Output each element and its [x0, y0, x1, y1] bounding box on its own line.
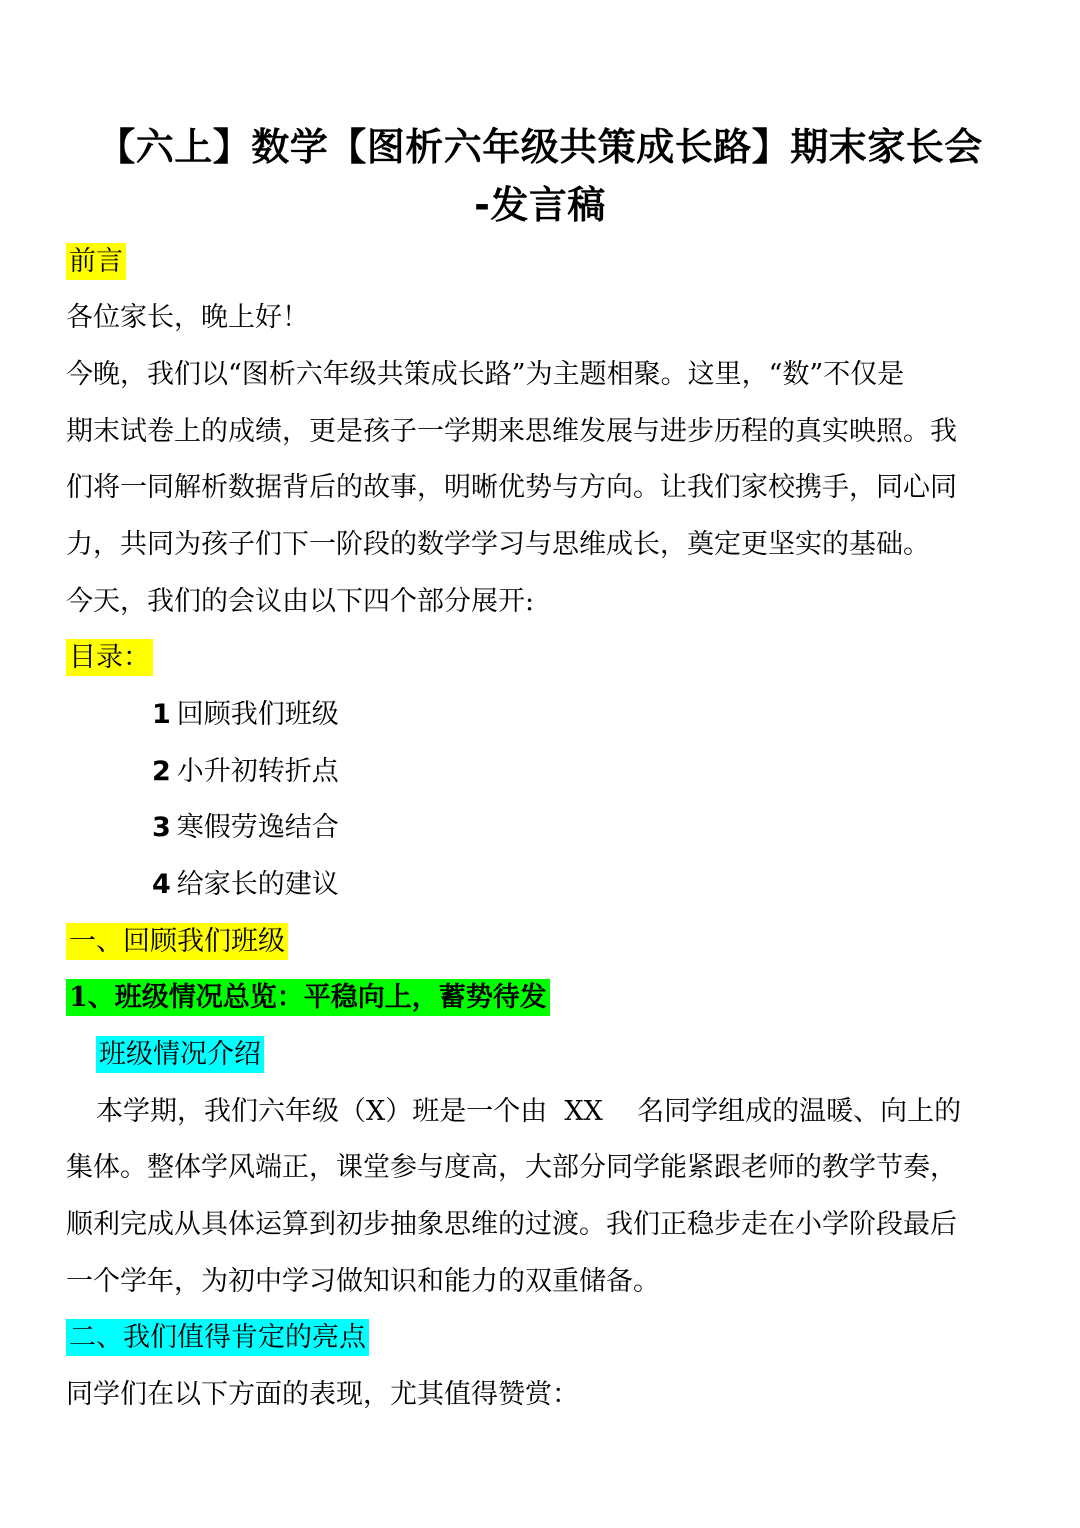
class-intro-label: 班级情况介绍: [96, 1035, 264, 1075]
toc-item: 1 回顾我们班级: [152, 699, 339, 730]
title-line-1: 【六上】数学【图析六年级共策成长路】期末家长会: [97, 125, 983, 169]
title-line-2: -发言稿: [474, 183, 606, 227]
greeting: 各位家长，晚上好！: [66, 302, 309, 333]
preface-line: 今晚，我们以“图析六年级共策成长路”为主题相聚。这里，“数”不仅是: [66, 359, 905, 390]
section-2-heading: 二、我们值得肯定的亮点: [66, 1318, 369, 1358]
toc-item: 3 寒假劳逸结合: [152, 812, 339, 843]
preface-line: 今天，我们的会议由以下四个部分展开:: [66, 586, 535, 617]
document-title: [66, 118, 1014, 234]
preface-line: 们将一同解析数据背后的故事，明晰优势与方向。让我们家校携手，同心同: [66, 472, 957, 503]
section-1-line: 集体。整体学风端正，课堂参与度高，大部分同学能紧跟老师的教学节奏，: [66, 1152, 957, 1183]
section-1-line: 本学期，我们六年级（X）班是一个由 XX 名同学组成的温暖、向上的: [96, 1096, 962, 1127]
toc-item: 2 小升初转折点: [152, 756, 339, 787]
preface-line: 力，共同为孩子们下一阶段的数学学习与思维成长，奠定更坚实的基础。: [66, 529, 930, 560]
section-1-heading: 一、回顾我们班级: [66, 922, 288, 962]
section-1-subheading: 1、班级情况总览：平稳向上，蓄势待发: [66, 978, 550, 1018]
toc-heading: 目录：: [66, 638, 153, 678]
toc-item: 4 给家长的建议: [152, 869, 339, 900]
section-1-line: 一个学年，为初中学习做知识和能力的双重储备。: [66, 1266, 660, 1297]
section-1-line: 顺利完成从具体运算到初步抽象思维的过渡。我们正稳步走在小学阶段最后: [66, 1209, 957, 1240]
preface-line: 期末试卷上的成绩，更是孩子一学期来思维发展与进步历程的真实映照。我: [66, 416, 957, 447]
section-2-line: 同学们在以下方面的表现，尤其值得赞赏：: [66, 1379, 579, 1410]
preface-heading: 前言: [66, 242, 126, 282]
